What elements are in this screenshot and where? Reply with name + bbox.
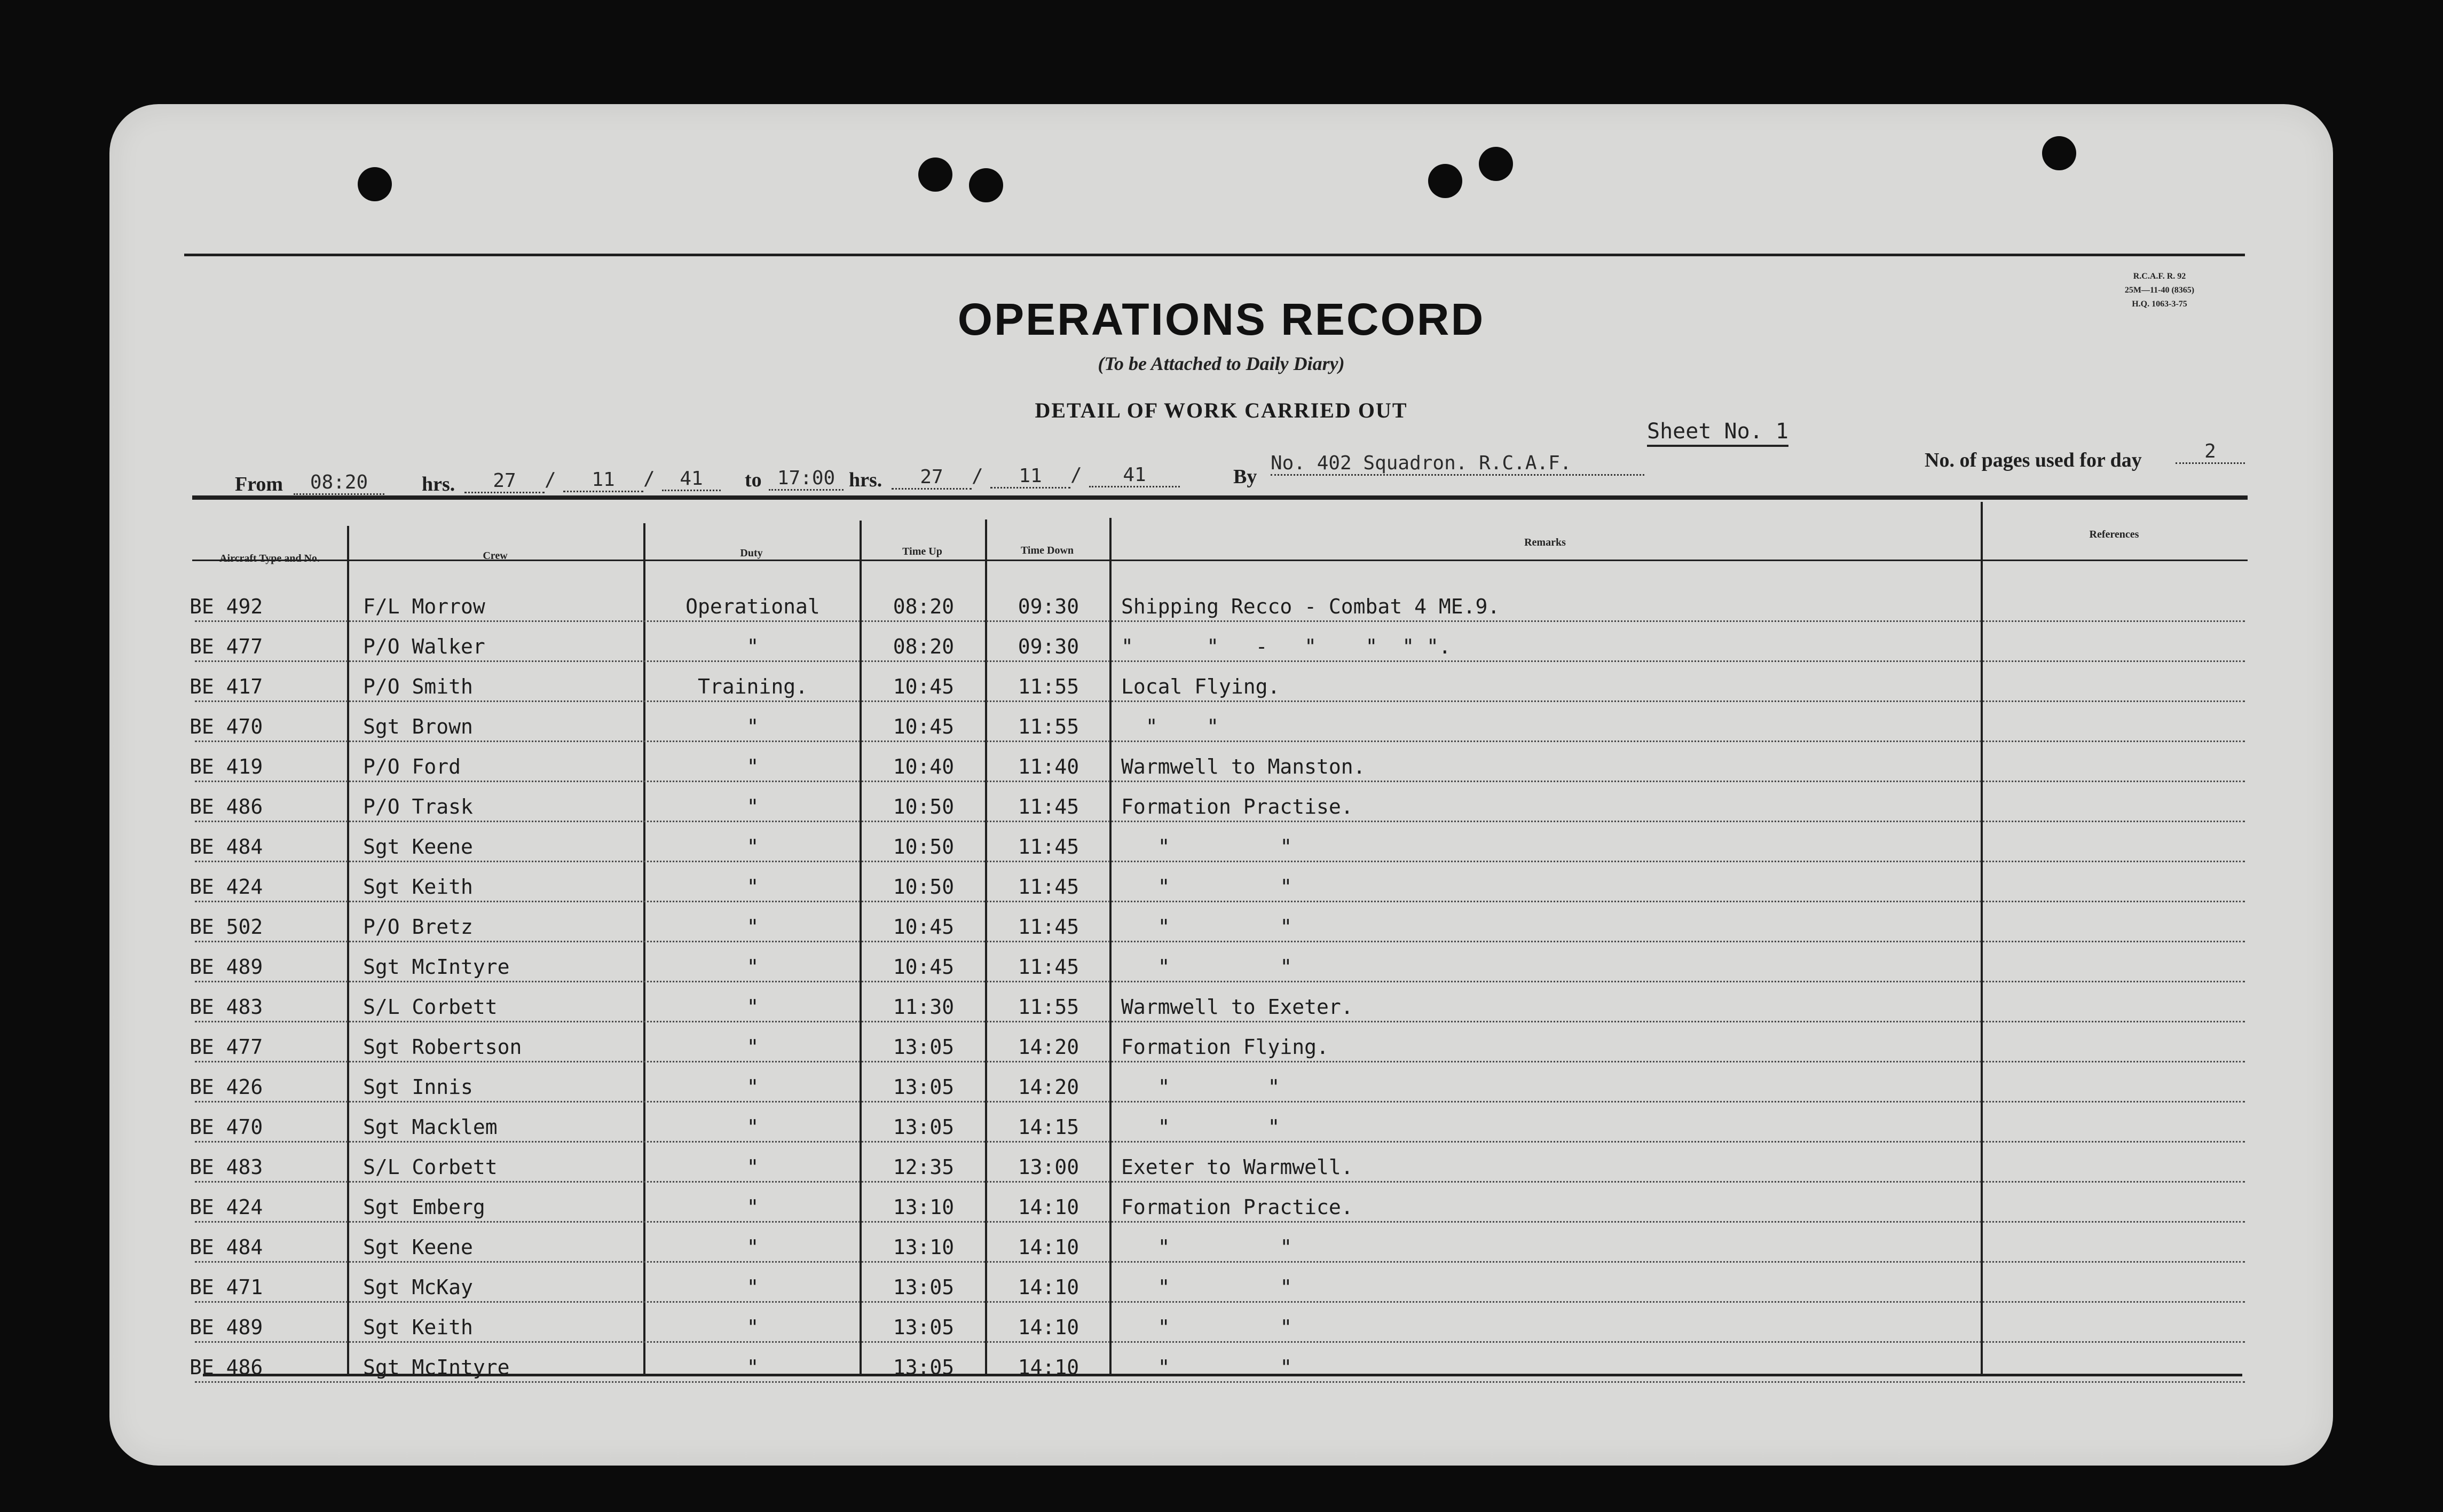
- cell-duty: ": [746, 635, 759, 658]
- cell-crew: Sgt McIntyre: [363, 955, 510, 979]
- row-rule: [195, 700, 2245, 702]
- cell-remarks: Formation Practice.: [1121, 1195, 1353, 1219]
- punch-hole: [1428, 164, 1462, 198]
- cell-crew: F/L Morrow: [363, 595, 485, 618]
- row-rule: [195, 1381, 2245, 1383]
- pages-value: 2: [2176, 440, 2245, 464]
- cell-duty: ": [746, 1356, 759, 1379]
- from-month: 11: [563, 469, 643, 492]
- punch-hole: [1479, 147, 1513, 181]
- operations-record-card: OPERATIONS RECORD (To be Attached to Daily Diary) DETAIL OF WORK CARRIED OUT R.C.A.F. R. 92 25M—11-40 (8365) H.Q. 1063-3-75 Sheet No. 1 From 08:20 hrs. 27 / 11 / 41 to 17:00 hrs. 27 / 11 / 41 By No. 402 Squadron. R.C.A.F. No. of pages used for day 2 Aircraft Type and No. Crew Duty Time Up Time Down Remarks References BE 492 F/L Morrow Operational 08:20 09:30 Shipping Recco - Combat 4 ME.9. BE 477 P/O Walker " 08:20 09:30 " " - " " " ". BE 417 P/O Smith Training. 10:45 11:55 Local Flying. BE 470 Sgt Brown " 10:45 11:55 " " BE 419 P/O Ford " 10:40 11:40 Warmwell to Manston. BE 486 P/O Trask " 10:50 11:45 Formation Practise. BE 484 Sgt Keene " 10:50 11:45 " " BE 424 Sgt Keith " 10:50 11:45 " " BE 502 P/O Bretz " 10:45 11:45 " " BE 489 Sgt McIntyre " 10:45 11:45 " " BE 483 S/L Corbett " 11:30 11:55 Warmwell to Exeter. BE 477 Sgt Robertson " 13:05 14:20 Formation Flying. BE 426 Sgt Innis " 13:05 14:20 " " BE 470 Sgt Macklem " 13:05 14:15 " " BE 483 S/L Corbett " 12:35 13:00 Exeter to Warmwell. BE 424 Sgt Emberg " 13:10 14:10 Formation Practice. BE 484 Sgt Keene " 13:10 14:10 " " BE 471 Sgt McKay " 13:05 14:10 " " BE 489 Sgt Keith " 13:05 14:10 " " BE 486 Sgt McIntyre " 13:05 14:10 " ": [109, 104, 2333, 1466]
- row-rule: [195, 1101, 2245, 1102]
- cell-crew: Sgt Robertson: [363, 1035, 522, 1059]
- cell-aircraft: BE 470: [190, 715, 263, 738]
- form-ref-line: H.Q. 1063-3-75: [2132, 300, 2187, 309]
- row-rule: [195, 941, 2245, 942]
- cell-aircraft: BE 486: [190, 795, 263, 818]
- cell-remarks: " ": [1121, 875, 1293, 899]
- cell-duty: ": [746, 755, 759, 778]
- to-year: 41: [1089, 464, 1180, 487]
- row-rule: [195, 1221, 2245, 1223]
- cell-time-down: 14:20: [1018, 1075, 1079, 1099]
- col-divider: [985, 519, 987, 1375]
- by-label: By: [1233, 466, 1257, 488]
- row-rule: [195, 1021, 2245, 1022]
- cell-duty: ": [746, 995, 759, 1019]
- cell-remarks: Warmwell to Manston.: [1121, 755, 1366, 778]
- cell-time-down: 11:45: [1018, 875, 1079, 899]
- cell-aircraft: BE 484: [190, 1235, 263, 1259]
- col-divider: [347, 526, 349, 1375]
- col-divider: [1981, 502, 1983, 1375]
- cell-aircraft: BE 489: [190, 955, 263, 979]
- cell-time-down: 14:10: [1018, 1356, 1079, 1379]
- row-rule: [195, 821, 2245, 822]
- cell-remarks: Warmwell to Exeter.: [1121, 995, 1353, 1019]
- cell-time-down: 11:45: [1018, 835, 1079, 859]
- cell-time-down: 11:40: [1018, 755, 1079, 778]
- from-day: 27: [464, 470, 545, 493]
- col-header-crew: Crew: [483, 550, 508, 562]
- cell-remarks: " " - " " " ".: [1121, 635, 1451, 658]
- col-header-time-up: Time Up: [902, 546, 942, 557]
- row-rule: [195, 620, 2245, 622]
- cell-time-up: 10:50: [893, 795, 955, 818]
- cell-crew: S/L Corbett: [363, 1155, 498, 1179]
- cell-time-up: 13:05: [893, 1035, 955, 1059]
- cell-time-up: 13:10: [893, 1195, 955, 1219]
- cell-time-up: 10:45: [893, 915, 955, 939]
- punch-hole: [969, 168, 1003, 202]
- col-header-time-down: Time Down: [1020, 545, 1074, 556]
- col-divider: [1109, 518, 1112, 1375]
- punch-hole: [358, 167, 392, 201]
- cell-remarks: " ": [1121, 915, 1293, 939]
- cell-duty: ": [746, 1275, 759, 1299]
- cell-remarks: " ": [1121, 1235, 1293, 1259]
- cell-crew: P/O Bretz: [363, 915, 473, 939]
- row-rule: [195, 660, 2245, 662]
- cell-duty: ": [746, 1075, 759, 1099]
- cell-time-up: 08:20: [893, 635, 955, 658]
- cell-time-down: 14:10: [1018, 1235, 1079, 1259]
- cell-remarks: Shipping Recco - Combat 4 ME.9.: [1121, 595, 1500, 618]
- cell-crew: P/O Ford: [363, 755, 461, 778]
- col-header-remarks: Remarks: [1524, 537, 1566, 548]
- cell-aircraft: BE 483: [190, 1155, 263, 1179]
- cell-time-up: 10:40: [893, 755, 955, 778]
- cell-remarks: Exeter to Warmwell.: [1121, 1155, 1353, 1179]
- cell-time-down: 14:10: [1018, 1195, 1079, 1219]
- cell-aircraft: BE 424: [190, 1195, 263, 1219]
- cell-remarks: Local Flying.: [1121, 675, 1280, 698]
- cell-aircraft: BE 502: [190, 915, 263, 939]
- cell-time-down: 13:00: [1018, 1155, 1079, 1179]
- cell-duty: ": [746, 1195, 759, 1219]
- cell-time-down: 14:15: [1018, 1115, 1079, 1139]
- cell-crew: Sgt Brown: [363, 715, 473, 738]
- cell-duty: ": [746, 1155, 759, 1179]
- cell-crew: Sgt Emberg: [363, 1195, 485, 1219]
- cell-time-down: 14:20: [1018, 1035, 1079, 1059]
- cell-remarks: " ": [1121, 1275, 1293, 1299]
- cell-crew: P/O Walker: [363, 635, 485, 658]
- cell-duty: ": [746, 715, 759, 738]
- cell-time-up: 13:05: [893, 1115, 955, 1139]
- cell-duty: ": [746, 1235, 759, 1259]
- cell-aircraft: BE 470: [190, 1115, 263, 1139]
- row-rule: [195, 1261, 2245, 1263]
- cell-aircraft: BE 419: [190, 755, 263, 778]
- hrs-label: hrs.: [422, 473, 455, 495]
- cell-time-up: 13:05: [893, 1356, 955, 1379]
- col-header-references: References: [2089, 529, 2139, 540]
- from-time: 08:20: [294, 471, 384, 495]
- cell-time-down: 11:55: [1018, 715, 1079, 738]
- cell-crew: Sgt Keene: [363, 835, 473, 859]
- cell-crew: Sgt McIntyre: [363, 1356, 510, 1379]
- row-rule: [195, 781, 2245, 782]
- cell-time-down: 14:10: [1018, 1275, 1079, 1299]
- cell-remarks: " ": [1121, 1316, 1293, 1339]
- to-time: 17:00: [769, 467, 844, 491]
- cell-time-up: 10:50: [893, 875, 955, 899]
- from-label: From: [235, 473, 283, 495]
- col-divider: [643, 523, 645, 1375]
- cell-remarks: " ": [1121, 1115, 1280, 1139]
- cell-time-down: 11:45: [1018, 955, 1079, 979]
- cell-remarks: " ": [1121, 715, 1219, 738]
- cell-aircraft: BE 489: [190, 1316, 263, 1339]
- form-ref-line: R.C.A.F. R. 92: [2133, 272, 2186, 281]
- cell-time-up: 13:10: [893, 1235, 955, 1259]
- cell-time-up: 08:20: [893, 595, 955, 618]
- to-label: to: [745, 469, 762, 491]
- col-header-aircraft: Aircraft Type and No.: [219, 553, 320, 564]
- cell-remarks: " ": [1121, 835, 1293, 859]
- cell-aircraft: BE 477: [190, 1035, 263, 1059]
- cell-duty: Training.: [698, 675, 808, 698]
- sheet-number: Sheet No. 1: [1647, 419, 1788, 447]
- cell-time-up: 11:30: [893, 995, 955, 1019]
- cell-time-up: 13:05: [893, 1275, 955, 1299]
- cell-time-down: 11:55: [1018, 995, 1079, 1019]
- col-divider: [860, 521, 862, 1375]
- cell-time-up: 10:45: [893, 675, 955, 698]
- row-rule: [195, 981, 2245, 982]
- form-reference: [2090, 270, 2229, 311]
- to-month: 11: [990, 465, 1070, 489]
- cell-remarks: " ": [1121, 955, 1293, 979]
- cell-time-up: 10:45: [893, 715, 955, 738]
- cell-time-down: 09:30: [1018, 595, 1079, 618]
- cell-crew: Sgt Keith: [363, 1316, 473, 1339]
- cell-time-down: 11:45: [1018, 915, 1079, 939]
- cell-duty: ": [746, 1115, 759, 1139]
- cell-crew: Sgt Macklem: [363, 1115, 498, 1139]
- cell-time-up: 13:05: [893, 1316, 955, 1339]
- to-hrs-label: hrs.: [849, 469, 882, 491]
- row-rule: [195, 901, 2245, 902]
- punch-hole: [918, 158, 952, 192]
- cell-time-down: 11:55: [1018, 675, 1079, 698]
- cell-crew: Sgt Keene: [363, 1235, 473, 1259]
- cell-duty: ": [746, 915, 759, 939]
- col-header-duty: Duty: [740, 547, 763, 559]
- cell-crew: Sgt McKay: [363, 1275, 473, 1299]
- cell-time-up: 10:45: [893, 955, 955, 979]
- cell-aircraft: BE 426: [190, 1075, 263, 1099]
- row-rule: [195, 1141, 2245, 1143]
- cell-duty: ": [746, 1035, 759, 1059]
- top-rule: [184, 254, 2245, 256]
- cell-remarks: Formation Practise.: [1121, 795, 1353, 818]
- unit-name: No. 402 Squadron. R.C.A.F.: [1271, 452, 1644, 476]
- cell-remarks: Formation Flying.: [1121, 1035, 1329, 1059]
- cell-time-down: 09:30: [1018, 635, 1079, 658]
- cell-duty: ": [746, 795, 759, 818]
- row-rule: [195, 861, 2245, 862]
- cell-duty: ": [746, 955, 759, 979]
- row-rule: [195, 1181, 2245, 1183]
- table-top-rule: [192, 495, 2248, 500]
- cell-aircraft: BE 483: [190, 995, 263, 1019]
- row-rule: [195, 741, 2245, 742]
- cell-aircraft: BE 417: [190, 675, 263, 698]
- form-detail-heading: DETAIL OF WORK CARRIED OUT: [1035, 398, 1408, 422]
- cell-crew: Sgt Innis: [363, 1075, 473, 1099]
- form-title: OPERATIONS RECORD: [957, 294, 1485, 344]
- cell-crew: Sgt Keith: [363, 875, 473, 899]
- pages-label: No. of pages used for day: [1925, 449, 2142, 471]
- cell-duty: ": [746, 1316, 759, 1339]
- to-day: 27: [892, 466, 972, 490]
- cell-aircraft: BE 424: [190, 875, 263, 899]
- cell-aircraft: BE 471: [190, 1275, 263, 1299]
- cell-time-up: 10:50: [893, 835, 955, 859]
- form-subtitle: (To be Attached to Daily Diary): [1098, 353, 1345, 374]
- cell-time-down: 11:45: [1018, 795, 1079, 818]
- row-rule: [195, 1341, 2245, 1343]
- cell-time-up: 12:35: [893, 1155, 955, 1179]
- row-rule: [195, 1061, 2245, 1062]
- cell-time-down: 14:10: [1018, 1316, 1079, 1339]
- cell-duty: ": [746, 835, 759, 859]
- cell-aircraft: BE 486: [190, 1356, 263, 1379]
- punch-hole: [2042, 136, 2076, 170]
- form-ref-line: 25M—11-40 (8365): [2124, 286, 2195, 295]
- cell-time-up: 13:05: [893, 1075, 955, 1099]
- cell-remarks: " ": [1121, 1356, 1293, 1379]
- cell-duty: Operational: [685, 595, 820, 618]
- cell-duty: ": [746, 875, 759, 899]
- cell-remarks: " ": [1121, 1075, 1280, 1099]
- cell-aircraft: BE 484: [190, 835, 263, 859]
- cell-aircraft: BE 492: [190, 595, 263, 618]
- cell-crew: S/L Corbett: [363, 995, 498, 1019]
- cell-aircraft: BE 477: [190, 635, 263, 658]
- cell-crew: P/O Smith: [363, 675, 473, 698]
- from-year: 41: [662, 468, 721, 491]
- cell-crew: P/O Trask: [363, 795, 473, 818]
- row-rule: [195, 1301, 2245, 1303]
